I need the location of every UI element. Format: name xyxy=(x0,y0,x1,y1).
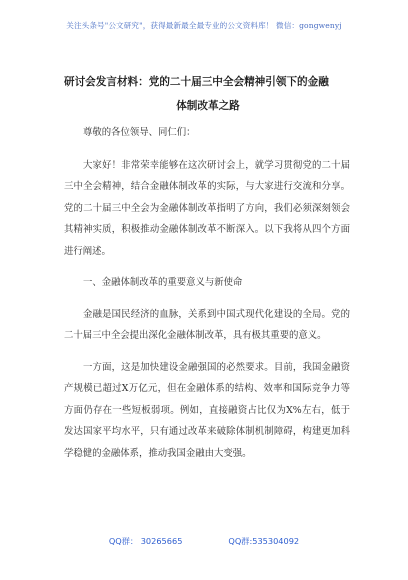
paragraph-intro: 大家好！非常荣幸能够在这次研讨会上，就学习贯彻党的二十届三中全会精神，结合金融体制改革的实际，与大家进行交流和分享。党的二十届三中全会为金融体制改革指明了方向，我们必须深刻领会其精神实质，积极推动金融体制改革不断深入。以下我将从四个方面进行阐述。 xyxy=(64,159,350,257)
salutation: 尊敬的各位领导、同仁们： xyxy=(83,127,196,138)
document-body xyxy=(64,122,350,474)
paragraph-finance-power: 一方面，这是加快建设金融强国的必然要求。目前，我国金融资产规模已超过X万亿元，但在金融体系的结构、效率和国际竞争力等方面仍存在一些短板弱项。例如，直接融资占比仅为X%左右，低于发达国家平均水平，只有通过改革来破除体制机制障碍，构建更加科学稳健的金融体系，推动我国金融由大变强。 xyxy=(64,361,350,459)
title-line-2: 体制改革之路 xyxy=(176,100,240,112)
document-title xyxy=(64,70,352,118)
section-heading-1: 一、金融体制改革的重要意义与新使命 xyxy=(83,277,243,288)
footer-qq-group-1: QQ群： 30265665 xyxy=(108,536,183,546)
header-banner: 关注头条号"公文研究"，获得最新最全最专业的公文资料库！ 微信：gongwenyj xyxy=(66,21,342,30)
footer xyxy=(0,536,408,547)
title-line-1: 研讨会发言材料：党的二十届三中全会精神引领下的金融 xyxy=(64,76,329,88)
paragraph-finance-significance: 金融是国民经济的血脉，关系到中国式现代化建设的全局。党的二十届三中全会提出深化金融体制改革，具有极其重要的意义。 xyxy=(64,308,350,341)
footer-qq-group-2: QQ群:535304092 xyxy=(228,536,300,546)
